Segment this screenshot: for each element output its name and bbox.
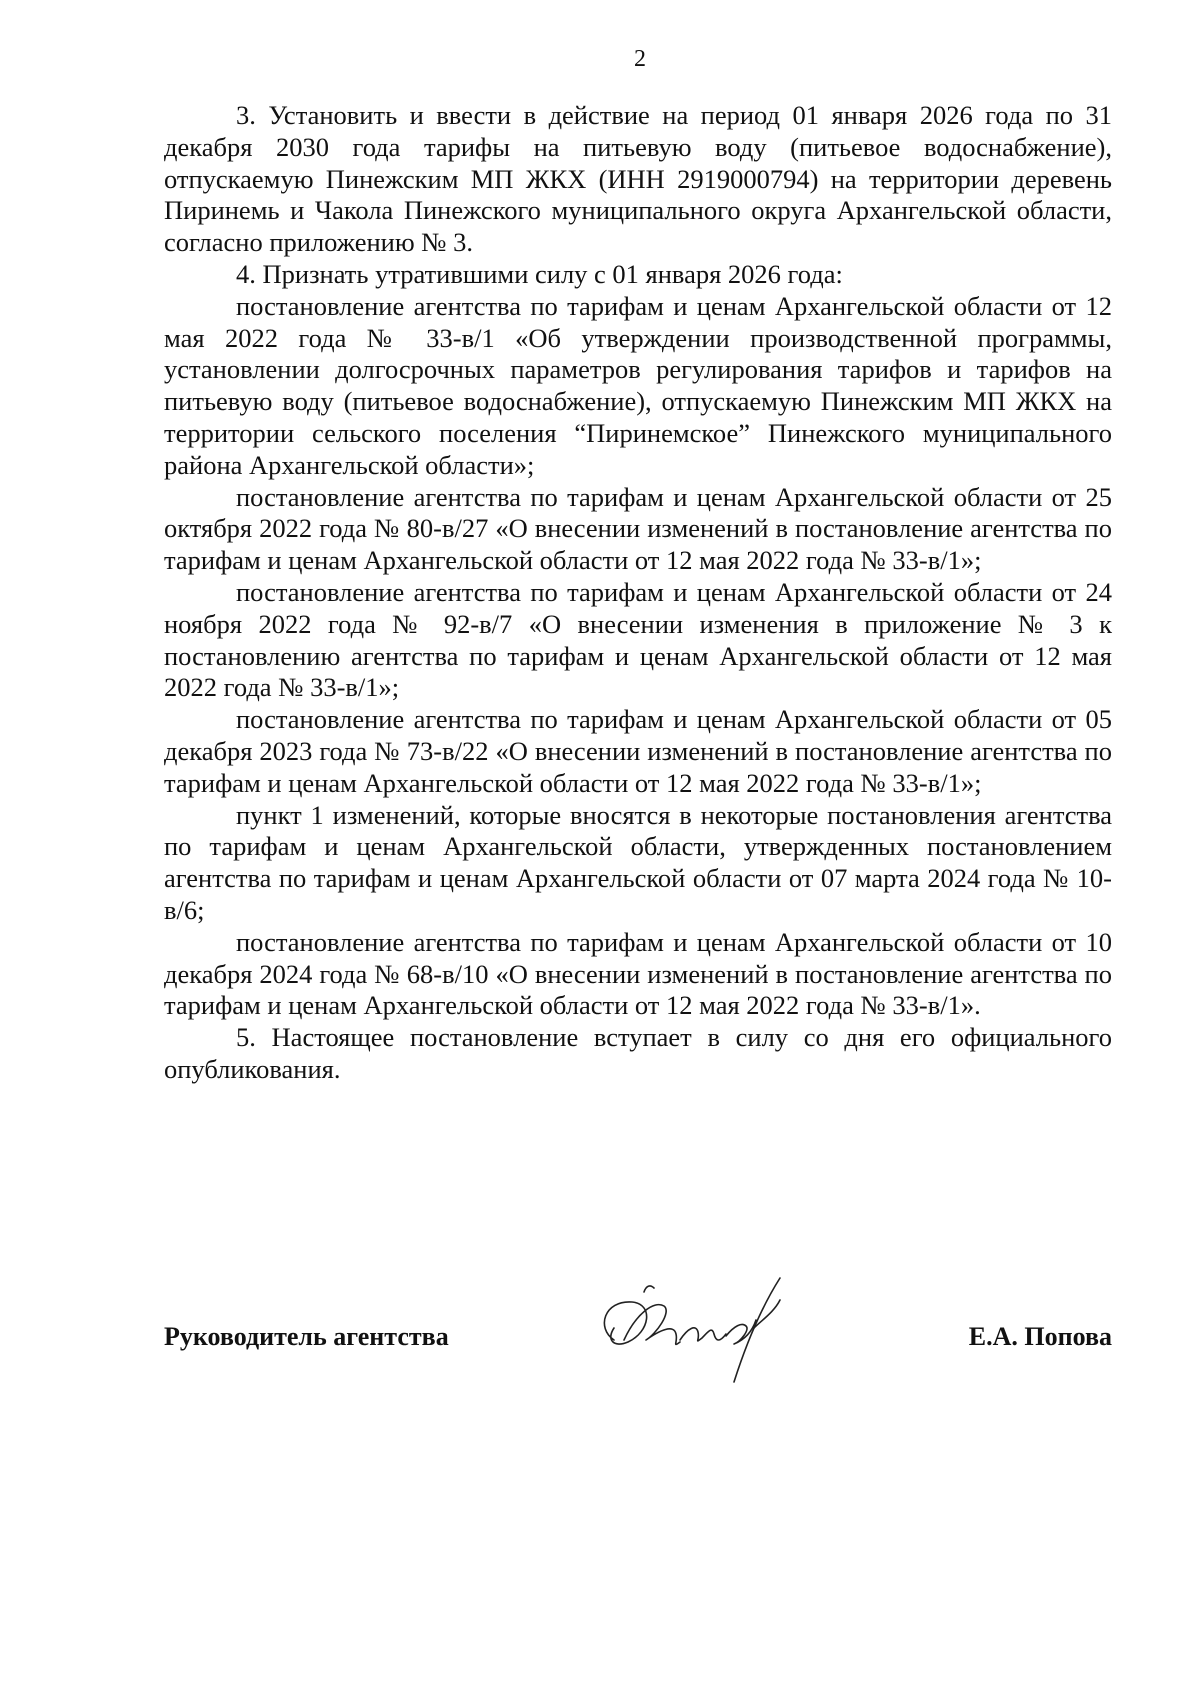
signatory-title: Руководитель агентства	[164, 1322, 449, 1351]
paragraph-item-5: 5. Настоящее постановление вступает в силу со дня его официального опубликования.	[164, 1022, 1112, 1084]
signature-block	[164, 1300, 1112, 1390]
paragraph-repeal-3: постановление агентства по тарифам и ценам Архангельской области от 24 ноября 2022 года № 92-в/7 «О внесении изменения в приложение № 3 к постановлению агентства по тарифам и ценам Архангельской области от 12 мая 2022 года № 33-в/1»;	[164, 576, 1112, 703]
paragraph-item-4: 4. Признать утратившими силу с 01 января 2026 года:	[236, 258, 843, 289]
paragraph-repeal-2: постановление агентства по тарифам и ценам Архангельской области от 25 октября 2022 года № 80-в/27 «О внесении изменений в постановление агентства по тарифам и ценам Архангельской области от 12 мая 2022 года № 33-в/1»;	[164, 481, 1112, 576]
document-body	[164, 100, 1112, 1086]
paragraph-repeal-1: постановление агентства по тарифам и ценам Архангельской области от 12 мая 2022 года № 33-в/1 «Об утверждении производственной программы, установлении долгосрочных параметров регулирования тарифов и тарифов на питьевую воду (питьевое водоснабжение), отпускаемую Пинежским МП ЖКХ на территории сельского поселения “Пиринемское” Пинежского муниципального района Архангельской области»;	[164, 290, 1112, 480]
paragraph-repeal-5: пункт 1 изменений, которые вносятся в некоторые постановления агентства по тарифам и ценам Архангельской области, утвержденных постановлением агентства по тарифам и ценам Архангельской области от 07 марта 2024 года № 10-в/6;	[164, 799, 1112, 925]
page-number: 2	[634, 46, 646, 72]
paragraph-repeal-6: постановление агентства по тарифам и ценам Архангельской области от 10 декабря 2024 года № 68-в/10 «О внесении изменений в постановление агентства по тарифам и ценам Архангельской области от 12 мая 2022 года № 33-в/1».	[164, 926, 1112, 1021]
paragraph-repeal-4: постановление агентства по тарифам и ценам Архангельской области от 05 декабря 2023 года № 73-в/22 «О внесении изменений в постановление агентства по тарифам и ценам Архангельской области от 12 мая 2022 года № 33-в/1»;	[164, 704, 1112, 798]
paragraph-item-3: 3. Установить и ввести в действие на период 01 января 2026 года по 31 декабря 2030 года тарифы на питьевую воду (питьевое водоснабжение), отпускаемую Пинежским МП ЖКХ (ИНН 2919000794) на территории деревень Пиринемь и Чакола Пинежского муниципального округа Архангельской области, согласно приложению № 3.	[164, 100, 1112, 258]
handwritten-signature	[584, 1270, 794, 1390]
signatory-name: Е.А. Попова	[968, 1322, 1112, 1351]
